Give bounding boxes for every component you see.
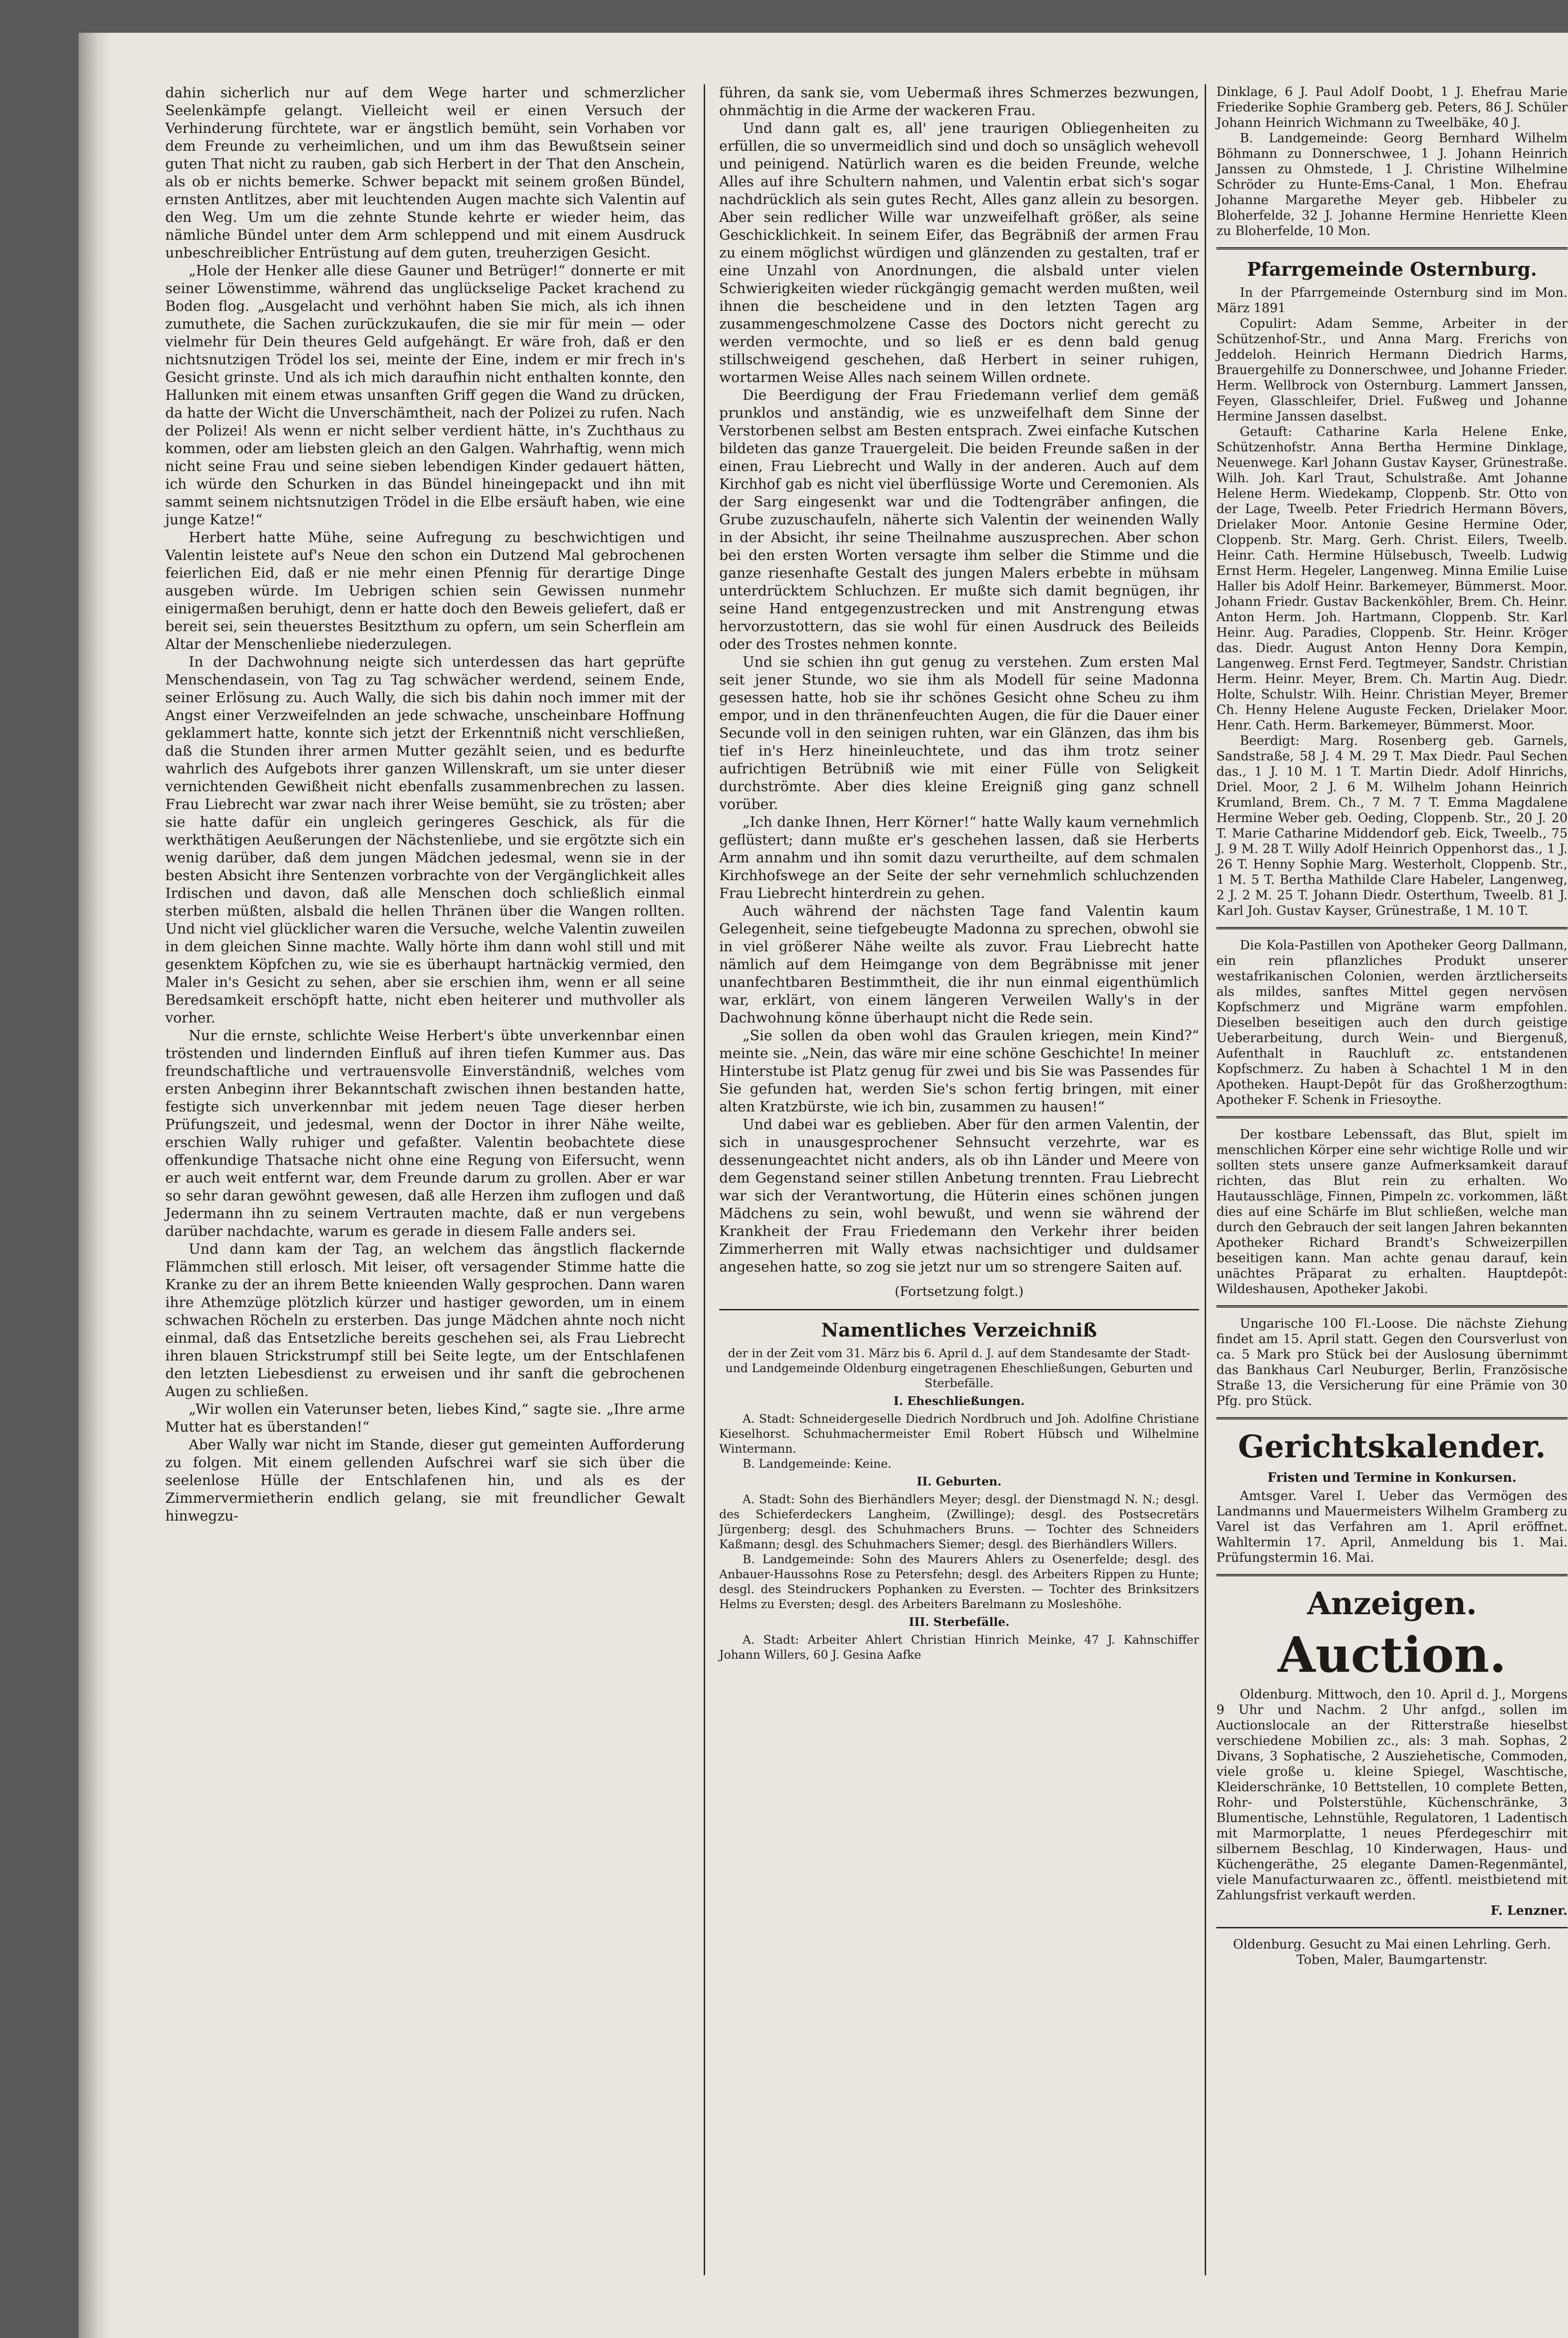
register-entry: B. Landgemeinde: Keine. (743, 1457, 892, 1470)
story-paragraph: „Wir wollen ein Vaterunser beten, liebes Kind,“ sagte sie. „Ihre arme Mutter hat es überstanden!“ (165, 1401, 685, 1435)
court-calendar-title: Gerichtskalender. (1238, 1428, 1546, 1465)
column-rule (704, 84, 705, 2275)
story-paragraph: Herbert hatte Mühe, seine Aufregung zu beschwichtigen und Valentin leistete auf's Neue den schon ein Dutzend Mal gebrochenen feierlichen Eid, daß er nie mehr einen Pfennig für derartige Dinge ausgeben würde. Im Uebrigen schien sein Gewissen nunmehr einigermaßen beruhigt, denn er hatte doch den Beweis geliefert, daß er bereit sei, sein theuerstes Besitzthum zu opfern, um sein Scherflein am Altar der Menschenliebe niederzulegen. (165, 529, 685, 653)
story-paragraph: Und sie schien ihn gut genug zu verstehen. Zum ersten Mal seit jener Stunde, wo sie ihm als Modell für seine Madonna gesessen hatte, hob sie ihr schönes Gesicht ohne Scheu zu ihm empor, und in den thränenfeuchten Augen, die für die Dauer einer Secunde voll in den seinigen ruhten, war ein Glänzen, das ihm bis tief in's Herz hineinleuchtete, und das ihm trotz seiner aufrichtigen Betrübniß wie mit einer Fülle von Seligkeit durchströmte. Aber dies kleine Ereigniß ging ganz schnell vorüber. (719, 654, 1199, 813)
parish-intro: In der Pfarrgemeinde Osternburg sind im Mon. März 1891 (1216, 286, 1568, 316)
advertisements-title: Anzeigen. (1307, 1585, 1477, 1622)
parish-marriages: Copulirt: Adam Semme, Arbeiter in der Schützenhof-Str., und Anna Marg. Frerichs von Jeddeloh. Heinrich Hermann Diedrich Harms, Brauergehilfe zu Donnerschwee, und Johanne Frieder. Herm. Wellbrock von Osternburg. Lammert Janssen, Feyen, Glasschleifer, Driel. Fußweg und Johanne Hermine Janssen daselbst. (1216, 316, 1568, 424)
continuation-note: (Fortsetzung folgt.) (894, 1284, 1024, 1299)
parish-baptisms: Getauft: Catharine Karla Helene Enke, Schützenhofstr. Anna Bertha Hermine Dinklage, Neuenwege. Karl Johann Gustav Kayser, Grünestraße. Wilh. Joh. Karl Traut, Schulstraße. Amt Johanne Helene Herm. Wiedekamp, Cloppenb. Str. Otto von der Lage, Tweelb. Peter Friedrich Hermann Bövers, Drielaker Moor. Antonie Gesine Hermine Oder, Cloppenb. Str. Marg. Gerh. Christ. Eilers, Tweelb. Heinr. Cath. Hermine Hülsebusch, Tweelb. Ludwig Ernst Herm. Hegeler, Langenweg. Minna Emilie Luise Haller bis Adolf Heinr. Barkemeyer, Bümmerst. Moor. Johann Friedr. Gustav Backenköhler, Brem. Ch. Heinr. Anton Herm. Joh. Hartmann, Cloppenb. Str. Karl Heinr. Aug. Paradies, Cloppenb. Str. Heinr. Kröger das. Diedr. August Anton Henny Dora Kempin, Langenweg. Ernst Ferd. Tegtmeyer, Sandstr. Christian Herm. Heinr. Meyer, Brem. Ch. Martin Aug. Diedr. Holte, Schulstr. Wilh. Heinr. Christian Meyer, Bremer Ch. Henny Helene Auguste Fecken, Drielaker Moor. Henr. Cath. Herm. Barkemeyer, Bümmerst. Moor. (1216, 425, 1568, 733)
ad-apprentice: Oldenburg. Gesucht zu Mai einen Lehrling. Gerh. Toben, Maler, Baumgartenstr. (1233, 1937, 1551, 1967)
divider (1216, 247, 1568, 250)
story-paragraph: „Hole der Henker alle diese Gauner und Betrüger!“ donnerte er mit seiner Löwenstimme, während das unglückselige Packet krachend zu Boden flog. „Ausgelacht und verhöhnt haben Sie mich, als ich ihnen zumuthete, die Sachen zurückzukaufen, die sie mir für mein — oder vielmehr für Dein theures Geld aufgehängt. Er wäre froh, daß er den nichtsnutzigen Trödel los sei, meinte der Eine, indem er mir frech in's Gesicht grinste. Und als ich mich daraufhin nicht enthalten konnte, den Hallunken mit einem etwas unsanften Griff gegen die Wand zu drücken, da hatte der Wicht die Unverschämtheit, nach der Polizei zu rufen. Nach der Polizei! Als wenn er nicht selber verdient hätte, in's Zuchthaus zu kommen, oder am liebsten gleich an den Galgen. Wahrhaftig, wenn mich nicht seine Frau und seine sieben lebendigen Kinder gedauert hätten, ich würde den Schurken in das Bündel hineingepackt und ihn mit sammt seinem nichtsnutzigen Trödel in die Elbe ersäuft haben, wie eine junge Katze!“ (165, 263, 685, 528)
story-paragraph: Nur die ernste, schlichte Weise Herbert's übte unverkennbar einen tröstenden und lindernden Einfluß auf ihren tiefen Kummer aus. Das freundschaftliche und vertrauensvolle Einverständniß, welches vom ersten Anbeginn ihrer Bekanntschaft zwischen ihnen bestanden hatte, festigte sich unverkennbar mit jedem neuen Tage dieser herben Prüfungszeit, und jedesmal, wenn der Doctor in ihrer Nähe weilte, erschien Wally ruhiger und gefaßter. Valentin beobachtete diese offenkundige Thatsache nicht ohne eine Regung von Eifersucht, wenn er auch weit entfernt war, dem Freunde darum zu grollen. Aber er war so sehr daran gewöhnt gewesen, daß alle Herzen ihm zuflogen und daß Jedermann ihn zu seinem Vertrauten machte, daß er nun vergebens darüber nachdachte, warum es gerade in diesem Falle anders sei. (165, 1028, 685, 1240)
divider (1216, 1927, 1568, 1928)
story-paragraph: „Ich danke Ihnen, Herr Körner!“ hatte Wally kaum vernehmlich geflüstert; dann mußte er's geschehen lassen, daß sie Herberts Arm annahm und ihn somit dazu verurtheilte, auf dem schmalen Kirchhofswege an der Seite der sehr vernehmlich schluchzenden Frau Liebrecht hinterdrein zu gehen. (719, 814, 1199, 902)
divider (1216, 1417, 1568, 1419)
story-paragraph: Die Beerdigung der Frau Friedemann verlief dem gemäß prunklos und anständig, wie es unzweifelhaft dem Sinne der Verstorbenen selbst am Besten entsprach. Zwei einfache Kutschen bildeten das ganze Trauergeleit. Die beiden Freunde saßen in der einen, Frau Liebrecht und Wally in der anderen. Auch auf dem Kirchhof gab es nicht viel überflüssige Worte und Ceremonien. Als der Sarg eingesenkt war und die Todtengräber anfingen, die Grube zuzuschaufeln, näherte sich Valentin der weinenden Wally in der Absicht, ihr seine Theilnahme auszusprechen. Aber schon bei den ersten Worten versagte ihm selber die Stimme und die ganze riesenhafte Gestalt des jungen Malers erbebte in mühsam unterdrücktem Schluchzen. Er mußte sich damit begnügen, ihr seine Hand entgegenzustrecken und mit Anstrengung etwas hervorzustottern, das sie wohl für einen Ausdruck des Beileids oder des Trostes nehmen konnte. (719, 387, 1199, 653)
column-2 (719, 84, 1199, 1662)
parish-burials: Beerdigt: Marg. Rosenberg geb. Garnels, Sandstraße, 58 J. 4 M. 29 T. Max Diedr. Paul Sechen das., 1 J. 10 M. 1 T. Martin Diedr. Adolf Hinrichs, Driel. Moor, 2 J. 6 M. Wilhelm Johann Heinrich Krumland, Brem. Ch., 7 M. 7 T. Emma Magdalene Hermine Weber geb. Oeding, Cloppenb. Str., 20 J. 20 T. Marie Catharine Middendorf geb. Eick, Tweelb., 75 J. 9 M. 28 T. Willy Adolf Heinrich Oppenhorst das., 1 J. 26 T. Henny Sophie Marg. Westerholt, Cloppenb. Str., 1 M. 5 T. Bertha Mathilde Clare Habeler, Langenweg, 2 J. 2 M. 25 T. Johann Diedr. Osterthum, Tweelb. 81 J. Karl Joh. Gustav Kayser, Grünestraße, 1 M. 10 T. (1216, 734, 1568, 918)
ad-loose: Ungarische 100 Fl.-Loose. Die nächste Ziehung findet am 15. April statt. Gegen den Coursverlust von ca. 5 Mark pro Stück bei der Auslosung übernimmt das Bankhaus Carl Neuburger, Berlin, Französische Straße 13, die Versicherung für eine Prämie von 30 Pfg. pro Stück. (1216, 1316, 1568, 1408)
register-intro: der in der Zeit vom 31. März bis 6. April d. J. auf dem Standesamte der Stadt- und Landgemeinde Oldenburg eingetragenen Eheschließungen, Geburten und Sterbefälle. (725, 1346, 1193, 1390)
story-paragraph: Aber Wally war nicht im Stande, dieser gut gemeinten Aufforderung zu folgen. Mit einem gellenden Aufschrei warf sie sich über die seelenlose Hülle der Entschlafenen hin, und als es der Zimmervermietherin endlich gelang, sie mit freundlicher Gewalt hinwegzu- (165, 1437, 685, 1524)
newspaper-page (79, 33, 1568, 2338)
court-calendar-subtitle: Fristen und Termine in Konkursen. (1267, 1470, 1516, 1485)
story-paragraph: Und dabei war es geblieben. Aber für den armen Valentin, der sich in unausgesprochener Sehnsucht verzehrte, war es dessenungeachtet nicht anders, als ob ihn Länder und Meere von dem Gegenstand seiner stillen Anbetung trennten. Frau Liebrecht war sich der Verantwortung, die Hüterin eines schönen jungen Mädchens zu sein, wohl bewußt, und wenn sie während der Krankheit der Frau Friedemann den Verkehr ihrer beiden Zimmerherren mit Wally etwas nachsichtiger und duldsamer angesehen hatte, so zog sie jetzt nur um so strengere Saiten auf. (719, 1117, 1199, 1275)
story-paragraph: In der Dachwohnung neigte sich unterdessen das hart geprüfte Menschendasein, von Tag zu Tag schwächer werdend, seinem Ende, seiner Erlösung zu. Auch Wally, die sich bis dahin noch immer mit der Angst einer Verzweifelnden an jede schwache, unscheinbare Hoffnung geklammert hatte, konnte sich jetzt der Erkenntniß nicht verschließen, daß die Stunden ihrer armen Mutter gezählt seien, und es bedurfte wahrlich des Aufgebots ihrer ganzen Willenskraft, um sie unter dieser vernichtenden Gewißheit nicht ebenfalls zusammenbrechen zu lassen. Frau Liebrecht war zwar nach ihrer Weise bemüht, sie zu trösten; aber sie hatte dafür ein ungleich geringeres Geschick, als für die werkthätigen Aeußerungen der Nächstenliebe, und sie ergötzte sich ein wenig darüber, daß dem jungen Mädchen jedesmal, wenn sie in der besten Absicht ihre Sentenzen vorbrachte von der Vergänglichkeit alles Irdischen und davon, daß alle Menschen doch schließlich einmal sterben müßten, alsbald die hellen Thränen über die Wangen rollten. Und nicht viel glücklicher waren die Versuche, welche Valentin zuweilen in dem gleichen Sinne machte. Wally hörte ihm dann wohl still und mit gesenktem Köpfchen zu, wie sie es überhaupt hartnäckig vermied, den Maler in's Gesicht zu sehen, aber sie erschien ihm, wenn er all seine Beredsamkeit erschöpft hatte, nicht eben heiterer und muthvoller als vorher. (165, 654, 685, 1026)
column-1 (165, 84, 685, 1525)
divider (1216, 927, 1568, 929)
auction-signature: F. Lenzner. (1490, 1904, 1568, 1918)
column-rule (1205, 84, 1206, 2275)
register-section-heading: III. Sterbefälle. (908, 1615, 1010, 1629)
register-entry: A. Stadt: Arbeiter Ahlert Christian Hinrich Meinke, 47 J. Kahnschiffer Johann Willers, 60 J. Gesina Aafke (719, 1633, 1199, 1662)
register-section-heading: II. Geburten. (916, 1475, 1002, 1488)
register-entry: Dinklage, 6 J. Paul Adolf Doobt, 1 J. Ehefrau Marie Friederike Sophie Gramberg geb. Peters, 86 J. Schüler Johann Heinrich Wichmann zu Tweelbäke, 40 J. (1216, 85, 1568, 130)
divider (1216, 1305, 1568, 1308)
divider (1216, 1574, 1568, 1576)
story-paragraph: Und dann kam der Tag, an welchem das ängstlich flackernde Flämmchen still erlosch. Mit leiser, oft versagender Stimme hatte die Kranke zu der an ihrem Bette knieenden Wally gesprochen. Dann waren ihre Athemzüge plötzlich kürzer und hastiger geworden, um in einem schwachen Röcheln zu ersterben. Das junge Mädchen ahnte noch nicht einmal, daß das Entsetzliche bereits geschehen sei, als Frau Liebrecht ihren blauen Strickstrumpf still bei Seite legte, um der Entschlafenen den letzten Liebesdienst zu erweisen und ihr sanft die gebrochenen Augen zu schließen. (165, 1241, 685, 1400)
register-entry: B. Landgemeinde: Sohn des Maurers Ahlers zu Osenerfelde; desgl. des Anbauer-Haussohns Rose zu Petersfehn; desgl. des Arbeiters Rippen zu Hunte; desgl. des Steindruckers Pophanken zu Eversten. — Tochter des Brinksitzers Helms zu Eversten; desgl. des Arbeiters Barelmann zu Mosleshöhe. (719, 1552, 1199, 1611)
register-entry: A. Stadt: Schneidergeselle Diedrich Nordbruch und Joh. Adolfine Christiane Kieselhorst. Schuhmachermeister Emil Robert Hübsch und Wilhelmine Wintermann. (719, 1412, 1199, 1456)
column-3 (1216, 84, 1568, 1968)
register-entry: A. Stadt: Sohn des Bierhändlers Meyer; desgl. der Dienstmagd N. N.; desgl. des Schieferdeckers Langheim, (Zwillinge); desgl. des Postsecretärs Jürgenberg; desgl. des Schuhmachers Bruns. — Tochter des Schneiders Kaßmann; desgl. des Schuhmachers Siemer; desgl. des Bierhändlers Willers. (719, 1492, 1199, 1551)
auction-title: Auction. (1277, 1626, 1507, 1684)
ad-lebenssaft: Der kostbare Lebenssaft, das Blut, spielt im menschlichen Körper eine sehr wichtige Rolle und wir sollten stets unsere ganze Aufmerksamkeit darauf richten, das Blut rein zu erhalten. Wo Hautausschläge, Finnen, Pimpeln zc. vorkommen, läßt dies auf eine Schärfe im Blut schließen, welche man durch den Gebrauch der seit langen Jahren bekannten Apotheker Richard Brandt's Schweizerpillen beseitigen kann. Man achte genau darauf, kein unächtes Präparat zu erhalten. Hauptdepôt: Wildeshausen, Apotheker Jakobi. (1216, 1127, 1568, 1296)
register-title: Namentliches Verzeichniß (821, 1319, 1097, 1341)
story-paragraph: Und dann galt es, all' jene traurigen Obliegenheiten zu erfüllen, die so unvermeidlich sind und doch so unsäglich wehevoll und peinigend. Natürlich waren es die beiden Freunde, welche Alles auf ihre Schultern nahmen, und Valentin erbat sich's sogar nachdrücklich als sein gutes Recht, Alles ganz allein zu besorgen. Aber sein redlicher Wille war unzweifelhaft größer, als seine Geschicklichkeit. In seinem Eifer, das Begräbniß der armen Frau zu einem möglichst würdigen und glänzenden zu gestalten, traf er eine Unzahl von Anordnungen, die alsbald unter vielen Schwierigkeiten wieder rückgängig gemacht werden mußten, weil ihnen die bescheidene und in den letzten Tagen arg zusammengeschmolzene Casse des Doctors nicht gerecht zu werden vermochte, und so ließ er es denn bald genug stillschweigend geschehen, daß Herbert in seiner ruhigen, wortarmen Weise Alles nach seinem Willen ordnete. (719, 120, 1199, 386)
story-paragraph: führen, da sank sie, vom Uebermaß ihres Schmerzes bezwungen, ohnmächtig in die Arme der wackeren Frau. (719, 85, 1199, 119)
divider (719, 1309, 1199, 1310)
story-paragraph: Auch während der nächsten Tage fand Valentin kaum Gelegenheit, seine tiefgebeugte Madonna zu sprechen, obwohl sie in viel größerer Nähe weilte als zuvor. Frau Liebrecht hatte nämlich auf dem Heimgange von dem Begräbnisse mit jener unanfechtbaren Bestimmtheit, die ihr nun einmal eigenthümlich war, erklärt, von einem längeren Verweilen Wally's in der Dachwohnung könne überhaupt nicht die Rede sein. (719, 903, 1199, 1026)
court-calendar-entry: Amtsger. Varel I. Ueber das Vermögen des Landmanns und Mauermeisters Wilhelm Gramberg zu Varel ist das Verfahren am 1. April eröffnet. Wahltermin 17. April, Anmeldung bis 1. Mai. Prüfungstermin 16. Mai. (1216, 1489, 1568, 1565)
register-entry: B. Landgemeinde: Georg Bernhard Wilhelm Böhmann zu Donnerschwee, 1 J. Johann Heinrich Janssen zu Ohmstede, 1 J. Christine Wilhelmine Schröder zu Hunte-Ems-Canal, 1 Mon. Ehefrau Johanne Margarethe Meyer geb. Hibbeler zu Bloherfelde, 32 J. Johanne Hermine Henriette Kleen zu Bloherfelde, 10 Mon. (1216, 131, 1568, 238)
page-edge (79, 33, 111, 2338)
divider (1216, 1116, 1568, 1118)
auction-text: Oldenburg. Mittwoch, den 10. April d. J., Morgens 9 Uhr und Nachm. 2 Uhr anfgd., sollen im Auctionslocale an der Ritterstraße hieselbst verschiedene Mobilien zc., als: 3 mah. Sophas, 2 Divans, 3 Sophatische, 2 Ausziehetische, Commoden, viele große u. kleine Spiegel, Waschtische, Kleiderschränke, 10 Bettstellen, 10 complete Betten, Rohr- und Polsterstühle, Küchenschränke, 3 Blumentische, Lehnstühle, Regulatoren, 1 Ladentisch mit Marmorplatte, 1 neues Pferdegeschirr mit silbernem Beschlag, 10 Kinderwagen, Haus- und Küchengeräthe, 25 elegante Damen-Regenmäntel, viele Manufacturwaaren zc., öffentl. meistbietend mit Zahlungsfrist verkauft werden. (1216, 1687, 1568, 1903)
story-paragraph: „Sie sollen da oben wohl das Graulen kriegen, mein Kind?“ meinte sie. „Nein, das wäre mir eine schöne Geschichte! In meiner Hinterstube ist Platz genug für zwei und bis Sie was Passendes für Sie gefunden hat, werden Sie's schon fertig bringen, mit einer alten Kratzbürste, wie ich bin, zusammen zu hausen!“ (719, 1028, 1199, 1115)
register-section-heading: I. Eheschließungen. (893, 1394, 1025, 1408)
parish-title: Pfarrgemeinde Osternburg. (1247, 258, 1537, 280)
story-paragraph: dahin sicherlich nur auf dem Wege harter und schmerzlicher Seelenkämpfe gelangt. Vielleicht weil er einen Versuch der Verhinderung fürchtete, war er ängstlich bemüht, sein Vorhaben vor dem Freunde zu verheimlichen, und um ihm das Bewußtsein seiner guten That nicht zu rauben, gab sich Herbert in der That den Anschein, als ob er nichts bemerke. Schwer bepackt mit seinem großen Bündel, ernsten Antlitzes, aber mit leuchtenden Augen machte sich Valentin auf den Weg. Um um die zehnte Stunde kehrte er wieder heim, das nämliche Bündel unter dem Arm schleppend und mit einem Ausdruck unbeschreiblicher Entrüstung auf dem guten, treuherzigen Gesicht. (165, 85, 685, 261)
ad-kola-pastillen: Die Kola-Pastillen von Apotheker Georg Dallmann, ein rein pflanzliches Produkt unserer westafrikanischen Colonien, werden ärztlicherseits als mildes, sanftes Mittel gegen nervösen Kopfschmerz und Migräne warm empfohlen. Dieselben beseitigen auch den durch geistige Ueberarbeitung, durch Wein- und Biergenuß, Aufenthalt in Rauchluft zc. entstandenen Kopfschmerz. Zu haben à Schachtel 1 M in den Apotheken. Haupt-Depôt für das Großherzogthum: Apotheker F. Schenk in Friesoythe. (1216, 938, 1568, 1107)
